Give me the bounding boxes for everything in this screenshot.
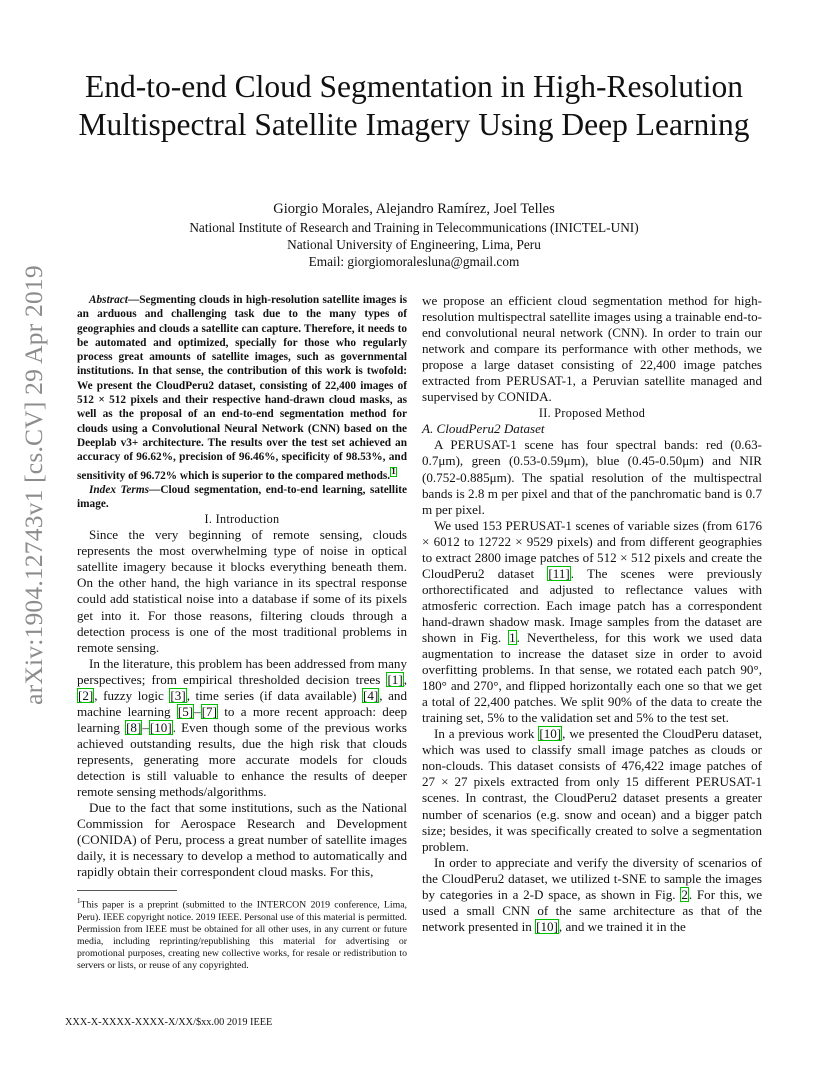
dataset-paragraph-3: [422, 726, 762, 854]
citation-link[interactable]: [4]: [363, 687, 379, 703]
dataset-paragraph-2: [422, 518, 762, 727]
text-run: In a previous work: [434, 726, 539, 742]
citation-link[interactable]: [2]: [78, 687, 94, 703]
text-run: We used 153 PERUSAT-1 scenes of variable sizes (from 6176 × 6012 to 12722 × 9529 pixels) and from different geographies to extract 2800 image patches of 512 × 512 pixels and create the CloudPeru2 dataset: [422, 517, 762, 581]
text-run: . The scenes were previously orthorectificated and adjusted to reflectance values with atmosferic correction. Each image patch has a correspondent hand-drawn shadow mask. Image samples from the dataset are shown in Fig.: [422, 565, 762, 645]
footnote: [77, 895, 407, 972]
abstract-text: —Segmenting clouds in high-resolution satellite images is an arduous and challenging task due to the many types of geographies and clouds a satellite can capture. Therefore, it needs to be automated and optimized, specially for those who regularly process great amounts of satellite images, such as governmental institutions. In that sense, the contribution of this work is twofold: We present the CloudPeru2 dataset, consisting of 22,400 images of 512 × 512 pixels and their respective hand-drawn cloud masks, as well as the proposal of an end-to-end segmentation method for clouds using a Convolutional Neural Network (CNN) based on the Deeplab v3+ architecture. The results over the test set achieved an accuracy of 96.62%, precision of 96.46%, specificity of 98.53%, and sensitivity of 96.72% which is superior to the compared methods.: [77, 294, 407, 482]
dataset-paragraph-1: A PERUSAT-1 scene has four spectral bands: red (0.63-0.7μm), green (0.53-0.59μm), blue (0.45-0.50μm) and NIR (0.752-0.885μm). The spatial resolution of the multispectral bands is 2.8 m per pixel and that of the panchromatic band is 0.7 m per pixel.: [422, 437, 762, 517]
affiliation-university: National University of Engineering, Lima, Peru: [287, 237, 541, 252]
footnote-divider: [77, 890, 177, 891]
citation-link[interactable]: [10]: [536, 918, 558, 934]
intro-paragraph-3: Due to the fact that some institutions, such as the National Commission for Aerospace Research and Development (CONIDA) of Peru, process a great number of satellite images daily, it is necessary to develop a method to automatically and rapidly obtain their correspondent cloud masks. For this,: [77, 800, 407, 880]
text-run: , fuzzy logic: [94, 687, 170, 703]
text-run: In order to appreciate and verify the diversity of scenarios of the CloudPeru2 dataset, we utilized t-SNE to sample the images by categories in a 2-D space, as shown in Fig.: [422, 854, 762, 902]
affiliation-institute: National Institute of Research and Training in Telecommunications (INICTEL-UNI): [189, 220, 639, 235]
arxiv-stamp: [14, 0, 54, 1072]
abstract-label: Abstract: [89, 294, 128, 306]
section-heading-proposed-method: II. Proposed Method: [538, 406, 646, 421]
intro-paragraph-2: [77, 656, 407, 800]
intro-paragraph-continued: we propose an efficient cloud segmentation method for high-resolution multispectral satellite images using a trainable end-to-end convolutional neural network (CNN). In order to train our network and compare its performance with other methods, we propose a large dataset consisting of 22,400 image patches extracted from PERUSAT-1, a Peruvian satellite managed and supervised by CONIDA.: [422, 293, 762, 405]
text-run: , we presented the CloudPeru dataset, which was used to classify small image patches as clouds or non-clouds. This dataset consists of 476,422 image patches of 27 × 27 pixels extracted from only 15 different PERUSAT-1 scenes. In contrast, the CloudPeru2 dataset presents a greater number of scenarios (e.g. snow and ocean) and a bigger patch size; besides, it was specifically created to solve a segmentation problem.: [422, 726, 762, 854]
author-email: Email: giorgiomoralesluna@gmail.com: [308, 254, 520, 269]
text-run: ,: [403, 671, 407, 687]
text-run: . Even though some of the previous works achieved outstanding results, due the high risk that clouds represents, generating more accurate models for clouds detection is still valuable to enhance the results of deeper remote sensing methods/algorithms.: [77, 719, 407, 800]
citation-link[interactable]: [5]: [177, 703, 194, 719]
footnote-number: 1: [77, 897, 81, 906]
arxiv-identifier: arXiv:1904.12743v1 [cs.CV] 29 Apr 2019: [19, 265, 48, 705]
index-terms: [77, 483, 407, 512]
footnote-text: This paper is a preprint (submitted to the INTERCON 2019 conference, Lima, Peru). IEEE copyright notice. 2019 IEEE. Personal use of this material is permitted. Permission from IEEE must be obtained for all other uses, in any current or future media, including reprinting/republishing this material for advertising or promotional purposes, creating new collective works, for resale or redistribution to servers or lists, or reuse of any copyrighted.: [77, 899, 407, 972]
abstract: [77, 293, 407, 483]
text-run: –: [142, 719, 149, 735]
left-column: [77, 293, 407, 972]
intro-paragraph-1: Since the very beginning of remote sensing, clouds represents the most overwhelming type of noise in optical satellite imagery because it blocks everything beneath them. On the other hand, the high variance in its spectral response could add statistical noise into a database if some of its pixels get into it. For those reasons, filtering clouds through a detection process is one of the most traditional problems in remote sensing.: [77, 527, 407, 655]
footnote-marker[interactable]: 1: [391, 466, 396, 477]
dataset-paragraph-4: [422, 855, 762, 935]
index-terms-text: —Cloud segmentation, end-to-end learning, satellite image.: [77, 483, 407, 510]
figure-link[interactable]: 1: [509, 629, 516, 645]
text-run: , time series (if data available): [186, 687, 363, 703]
copyright-code: XXX-X-XXXX-XXXX-X/XX/$xx.00 2019 IEEE: [65, 1017, 273, 1028]
citation-link[interactable]: [10]: [149, 719, 172, 735]
text-run: . Nevertheless, for this work we used data augmentation to increase the dataset size in order to avoid overfitting problems. In that sense, we rotated each patch 90°, 180° and 270°, and flipped horizontally each one so that we get a total of 22,400 patches. We split 90% of the data to create the training set, 5% to the validation set and 5% to the test set.: [422, 629, 763, 726]
citation-link[interactable]: [11]: [548, 565, 570, 581]
right-column: [422, 293, 762, 935]
paper-title: End-to-end Cloud Segmentation in High-Resolution Multispectral Satellite Imagery Using Deep Learning: [78, 69, 750, 142]
citation-link[interactable]: [8]: [126, 719, 142, 735]
subsection-heading-dataset: A. CloudPeru2 Dataset: [422, 421, 545, 437]
section-heading-introduction: I. Introduction: [204, 512, 280, 527]
index-terms-label: Index Terms: [89, 483, 150, 496]
text-run: , and machine learning: [77, 687, 408, 719]
text-run: . For this, we used a small CNN of the same architecture as that of the network presented in: [422, 886, 763, 934]
citation-link[interactable]: [1]: [387, 671, 403, 687]
text-run: , and we trained it in the: [558, 918, 686, 934]
citation-link[interactable]: [10]: [539, 726, 562, 742]
author-list: Giorgio Morales, Alejandro Ramírez, Joel Telles: [273, 201, 555, 217]
text-run: to a more recent approach: deep learning: [77, 703, 407, 735]
figure-link[interactable]: 2: [681, 886, 688, 902]
text-run: In the literature, this problem has been addressed from many perspectives; from empirical thresholded decision trees: [77, 655, 407, 687]
citation-link[interactable]: [7]: [201, 703, 217, 719]
text-run: –: [194, 703, 201, 719]
citation-link[interactable]: [3]: [170, 687, 186, 703]
